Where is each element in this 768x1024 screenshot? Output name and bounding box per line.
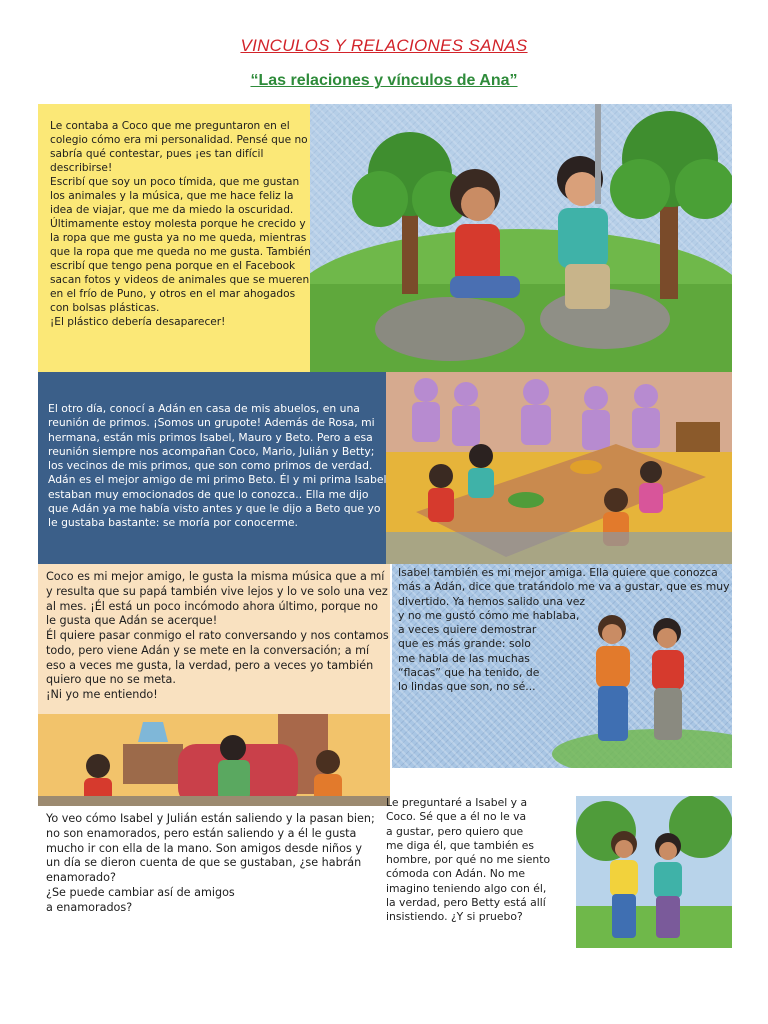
friends-living-room-illustration bbox=[38, 714, 390, 806]
panel-2-text: El otro día, conocí a Adán en casa de mis abuelos, en una reunión de primos. ¡Somos un grupote! Además de Rosa, mi hermana, están mis primos Isabel, Mauro y Beto. Pero a esa reunión siempre nos acompañan Coco, Mario, Julián y Betty; los vecinos de mis primos, que son como primos de verdad. Adán es el mejor amigo de mi primo Beto. Él y mi prima Isabel estaban muy emocionados de que lo conozca.. Ella me dijo que Adán ya me había visto antes y que le dijo a Beto que yo le gustaba bastante: se moría por conocerme. bbox=[48, 402, 387, 529]
comic-panel-1 bbox=[38, 104, 732, 372]
friends-walking-outdoor-illustration bbox=[576, 796, 732, 948]
panel-6-text: Le preguntaré a Isabel y a Coco. Sé que a él no le va a gustar, pero quiero que me diga él, que también es hombre, por qué no me siento cómoda con Adán. No me imagino teniendo algo con él, la verdad, pero Betty está allí insistiendo. ¿Y si pruebo? bbox=[386, 796, 551, 923]
family-reunion-table-illustration bbox=[386, 372, 732, 564]
panel-5-text: Yo veo cómo Isabel y Julián están saliendo y la pasan bien; no son enamorados, pero están saliendo y a él le gusta mucho ir con ella de la mano. Son amigos desde niños y un día se dieron cuenta de que se gustaban, ¿se habrán enamorado? ¿Se puede cambiar así de amigos a enamorados? bbox=[46, 812, 375, 914]
panel-1-text: Le contaba a Coco que me preguntaron en el colegio cómo era mi personalidad. Pensé que no sabría qué contestar, pues ¡es tan difícil describirse! Escribí que soy un poco tímida, que me gustan los animales y la música, que me hace feliz la idea de viajar, que me da miedo la oscuridad. Últimamente estoy molesta porque he crecido y la ropa que me gusta ya no me queda, mientras que la ropa que me queda no me gusta. También escribí que tengo pena porque en el Facebook sacan fotos y videos de animales que se mueren en el frío de Puno, y otros en el mar ahogados con bolsas plásticas. ¡El plástico debería desaparecer! bbox=[50, 120, 311, 328]
two-friends-sitting-park-illustration bbox=[310, 104, 732, 372]
comic-panel-6 bbox=[380, 796, 732, 948]
document-title: VINCULOS Y RELACIONES SANAS bbox=[240, 36, 528, 55]
comic-panel-3 bbox=[38, 564, 390, 806]
panel-4-text: Isabel también es mi mejor amiga. Ella quiere que conozca más a Adán, dice que tratándolo me va a gustar, que es muy divertido. Ya hemos salido una vez y no me gustó cómo me hablaba, a veces quiere demostrar que es más grande: solo me habla de las muchas “flacas” que ha tenido, de lo lindas que son, no sé... bbox=[398, 566, 730, 693]
comic-panel-2 bbox=[38, 372, 732, 564]
panel-3-text: Coco es mi mejor amigo, le gusta la misma música que a mí y resulta que su papá también vive lejos y lo ve solo una vez al mes. ¡Él está un poco incómodo ahora último, porque no le gusta que Adán se acerque! Él quiere pasar conmigo el rato conversando y nos contamos todo, pero viene Adán y se mete en la conversación; a mí eso a veces me gusta, la verdad, pero a veces yo también quiero que no se meta. ¡Ni yo me entiendo! bbox=[46, 570, 389, 702]
document-subtitle: “Las relaciones y vínculos de Ana” bbox=[250, 72, 518, 89]
comic-panel-5 bbox=[38, 808, 378, 942]
comic-panel-4 bbox=[392, 564, 732, 768]
